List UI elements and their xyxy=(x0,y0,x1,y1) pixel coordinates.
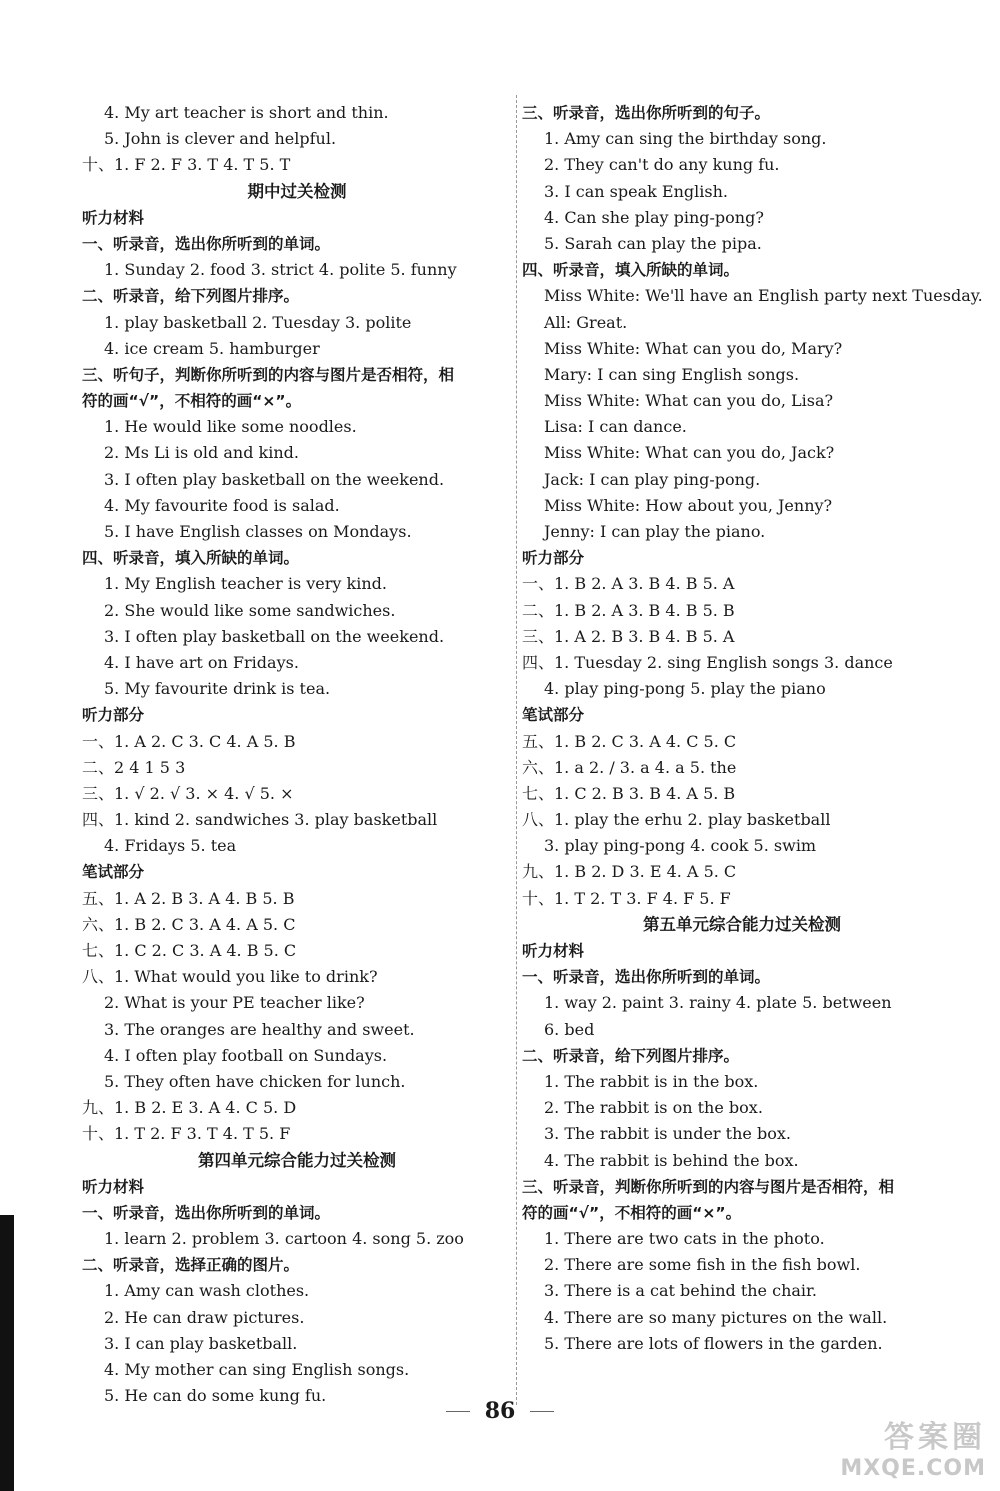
question-heading: 二、听录音，选择正确的图片。 xyxy=(82,1256,300,1275)
text-line: 5. There are lots of flowers in the garden. xyxy=(544,1333,883,1353)
text-line: Miss White: What can you do, Jack? xyxy=(544,443,835,463)
question-heading: 三、听录音，判断你所听到的内容与图片是否相符，相 xyxy=(522,1177,895,1196)
text-line: 6. bed xyxy=(544,1019,595,1039)
text-line: 1. My English teacher is very kind. xyxy=(104,574,387,594)
section-title: 第五单元综合能力过关检测 xyxy=(643,914,841,934)
text-line: 1. play basketball 2. Tuesday 3. polite xyxy=(104,312,412,332)
text-line: Miss White: We'll have an English party next Tuesday. xyxy=(544,286,983,306)
text-line: 2. She would like some sandwiches. xyxy=(104,600,396,620)
text-line: 4. My art teacher is short and thin. xyxy=(104,103,389,122)
question-heading: 符的画“√”，不相符的画“×”。 xyxy=(522,1203,742,1222)
section-title: 第四单元综合能力过关检测 xyxy=(198,1150,396,1170)
text-line: 八、1. What would you like to drink? xyxy=(82,967,378,987)
text-line: 四、1. kind 2. sandwiches 3. play basketball xyxy=(82,810,438,830)
text-line: 2. What is your PE teacher like? xyxy=(104,993,365,1013)
section-title: 期中过关检测 xyxy=(247,181,347,201)
text-line: 1. He would like some noodles. xyxy=(104,417,357,437)
text-line: 三、1. √ 2. √ 3. × 4. √ 5. × xyxy=(82,783,294,803)
scan-edge-bar xyxy=(0,1215,14,1491)
text-line: 5. My favourite drink is tea. xyxy=(104,679,331,699)
text-line: 3. I can play basketball. xyxy=(104,1333,298,1353)
text-line: 2. The rabbit is on the box. xyxy=(544,1098,763,1118)
text-line: 八、1. play the erhu 2. play basketball xyxy=(522,810,831,830)
part-heading: 听力部分 xyxy=(82,706,145,725)
text-line: 4. There are so many pictures on the wall. xyxy=(544,1307,888,1327)
footer-rule-left xyxy=(446,1411,470,1412)
text-line: 5. He can do some kung fu. xyxy=(104,1386,327,1406)
part-heading: 笔试部分 xyxy=(82,863,145,882)
right-column xyxy=(522,100,983,1357)
text-line: 5. Sarah can play the pipa. xyxy=(544,233,762,253)
text-line: 一、1. A 2. C 3. C 4. A 5. B xyxy=(82,731,296,751)
text-line: All: Great. xyxy=(544,312,628,332)
text-line: 五、1. B 2. C 3. A 4. C 5. C xyxy=(522,731,737,751)
question-heading: 四、听录音，填入所缺的单词。 xyxy=(82,549,300,568)
text-line: 3. The rabbit is under the box. xyxy=(544,1124,791,1144)
text-line: 3. There is a cat behind the chair. xyxy=(544,1281,818,1301)
text-line: 4. I often play football on Sundays. xyxy=(104,1045,388,1065)
text-line: 1. way 2. paint 3. rainy 4. plate 5. between xyxy=(544,993,892,1013)
text-line: 4. play ping-pong 5. play the piano xyxy=(544,679,826,699)
text-line: Jenny: I can play the piano. xyxy=(544,522,766,541)
question-heading: 二、听录音，给下列图片排序。 xyxy=(82,287,300,306)
text-line: 2. Ms Li is old and kind. xyxy=(104,443,299,463)
text-line: 2. He can draw pictures. xyxy=(104,1307,305,1327)
text-line: 5. They often have chicken for lunch. xyxy=(104,1071,406,1091)
text-line: 五、1. A 2. B 3. A 4. B 5. B xyxy=(82,888,295,908)
text-line: 十、1. T 2. T 3. F 4. F 5. F xyxy=(522,888,731,908)
question-heading: 一、听录音，选出你所听到的单词。 xyxy=(82,234,331,253)
text-line: Miss White: What can you do, Mary? xyxy=(544,338,843,358)
text-line: 3. The oranges are healthy and sweet. xyxy=(104,1019,415,1039)
text-line: Miss White: How about you, Jenny? xyxy=(544,495,833,515)
watermark-logo: 答案圈 xyxy=(884,1420,986,1455)
part-heading: 笔试部分 xyxy=(522,706,585,725)
column-divider xyxy=(516,95,517,1405)
part-heading: 听力材料 xyxy=(522,942,585,960)
part-heading: 听力材料 xyxy=(82,208,145,227)
text-line: 5. I have English classes on Mondays. xyxy=(104,522,412,541)
text-line: 1. The rabbit is in the box. xyxy=(544,1071,759,1091)
text-line: 4. Can she play ping-pong? xyxy=(544,207,764,227)
text-line: Mary: I can sing English songs. xyxy=(544,364,800,384)
text-line: 十、1. T 2. F 3. T 4. T 5. F xyxy=(82,1124,291,1144)
left-column xyxy=(82,100,512,1409)
text-line: 4. I have art on Fridays. xyxy=(104,652,299,672)
text-line: Lisa: I can dance. xyxy=(544,417,687,437)
text-line: 4. Fridays 5. tea xyxy=(104,836,237,856)
question-heading: 三、听录音，选出你所听到的句子。 xyxy=(522,104,771,122)
text-line: 十、1. F 2. F 3. T 4. T 5. T xyxy=(82,155,291,175)
text-line: 七、1. C 2. B 3. B 4. A 5. B xyxy=(522,783,736,803)
text-line: 4. The rabbit is behind the box. xyxy=(544,1150,799,1170)
text-line: 2. They can't do any kung fu. xyxy=(544,155,780,175)
question-heading: 三、听句子，判断你所听到的内容与图片是否相符，相 xyxy=(82,365,455,384)
text-line: 3. I often play basketball on the weekend. xyxy=(104,469,445,489)
watermark xyxy=(840,1412,986,1481)
question-heading: 一、听录音，选出你所听到的单词。 xyxy=(82,1203,331,1222)
text-line: 1. Amy can wash clothes. xyxy=(104,1281,310,1301)
text-line: 3. I often play basketball on the weekend. xyxy=(104,626,445,646)
part-heading: 听力材料 xyxy=(82,1177,145,1196)
text-line: Miss White: What can you do, Lisa? xyxy=(544,391,834,411)
footer-rule-right xyxy=(530,1411,554,1412)
text-line: 1. learn 2. problem 3. cartoon 4. song 5. zoo xyxy=(104,1229,464,1249)
question-heading: 一、听录音，选出你所听到的单词。 xyxy=(522,968,771,987)
text-line: Jack: I can play ping-pong. xyxy=(544,469,761,489)
text-line: 三、1. A 2. B 3. B 4. B 5. A xyxy=(522,626,735,646)
text-line: 4. My favourite food is salad. xyxy=(104,495,340,515)
text-line: 5. John is clever and helpful. xyxy=(104,129,337,149)
text-line: 2. There are some fish in the fish bowl. xyxy=(544,1255,861,1275)
question-heading: 符的画“√”，不相符的画“×”。 xyxy=(82,392,302,411)
text-line: 一、1. B 2. A 3. B 4. B 5. A xyxy=(522,574,735,594)
text-line: 1. Amy can sing the birthday song. xyxy=(544,129,827,149)
text-line: 七、1. C 2. C 3. A 4. B 5. C xyxy=(82,941,297,960)
text-line: 二、1. B 2. A 3. B 4. B 5. B xyxy=(522,600,735,620)
question-heading: 四、听录音，填入所缺的单词。 xyxy=(522,261,740,280)
text-line: 二、2 4 1 5 3 xyxy=(82,757,186,777)
text-line: 3. I can speak English. xyxy=(544,181,728,201)
part-heading: 听力部分 xyxy=(522,549,585,568)
text-line: 1. There are two cats in the photo. xyxy=(544,1229,825,1249)
text-line: 九、1. B 2. E 3. A 4. C 5. D xyxy=(82,1098,297,1118)
text-line: 六、1. a 2. / 3. a 4. a 5. the xyxy=(522,757,737,777)
question-heading: 二、听录音，给下列图片排序。 xyxy=(522,1046,740,1065)
text-line: 四、1. Tuesday 2. sing English songs 3. dance xyxy=(522,652,893,672)
text-line: 4. My mother can sing English songs. xyxy=(104,1360,410,1379)
page-number: 86 xyxy=(484,1398,516,1424)
text-line: 九、1. B 2. D 3. E 4. A 5. C xyxy=(522,862,737,882)
text-line: 六、1. B 2. C 3. A 4. A 5. C xyxy=(82,914,296,934)
text-line: 3. play ping-pong 4. cook 5. swim xyxy=(544,836,817,856)
watermark-url: MXQE.COM xyxy=(840,1456,986,1481)
text-line: 4. ice cream 5. hamburger xyxy=(104,338,320,358)
text-line: 1. Sunday 2. food 3. strict 4. polite 5. funny xyxy=(104,260,457,280)
